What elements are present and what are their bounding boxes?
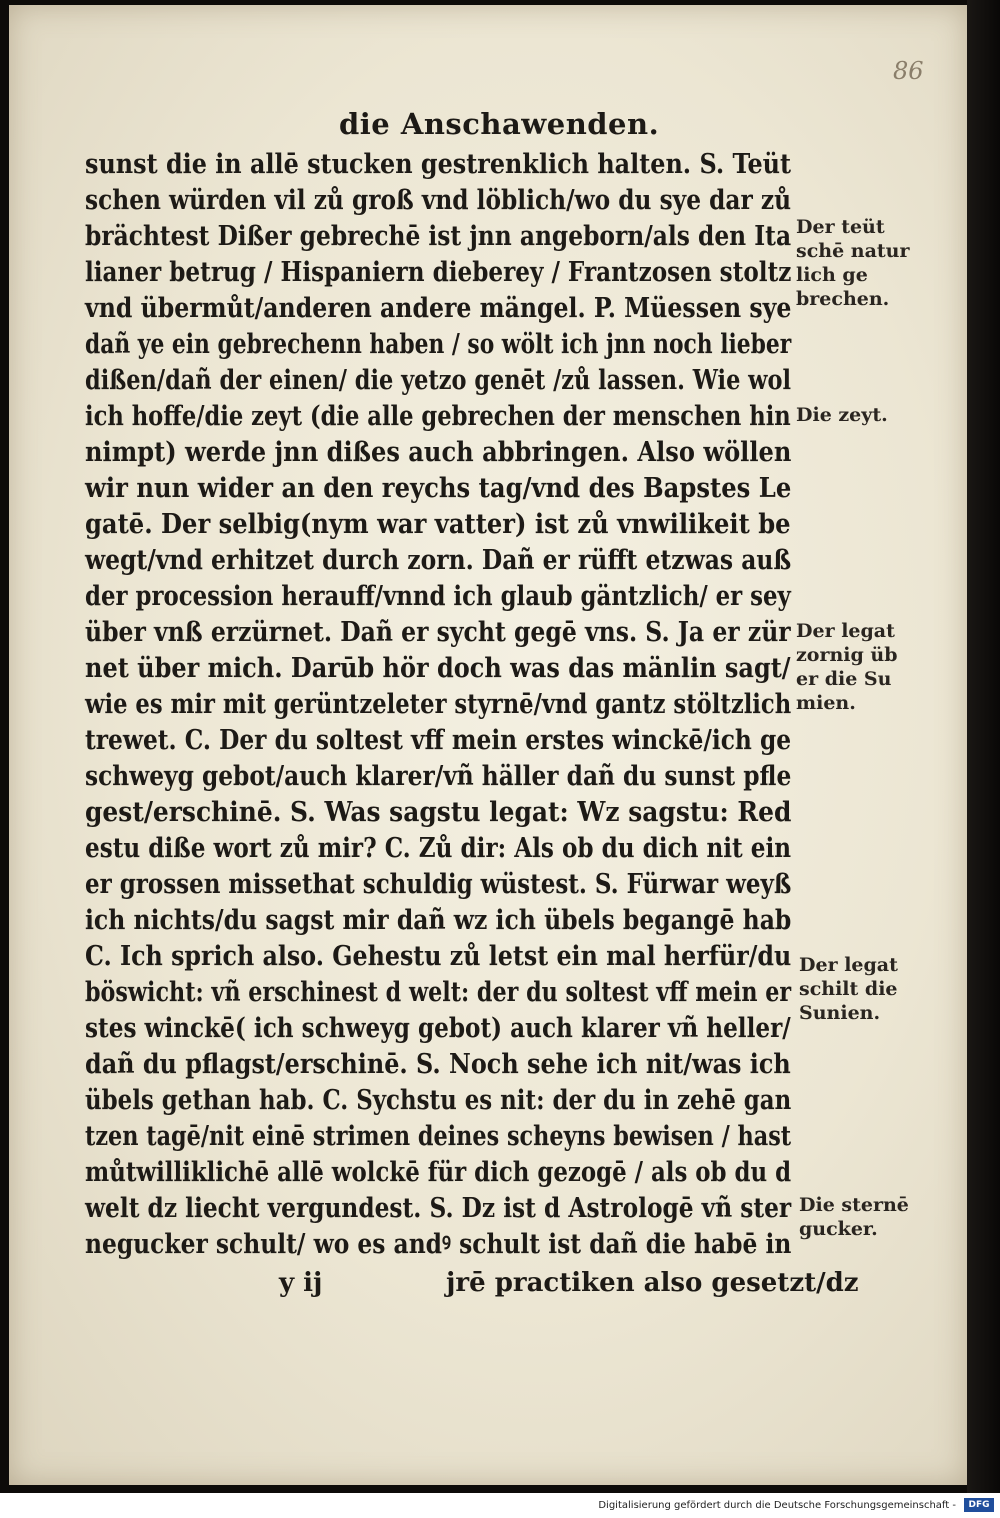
text-line: C. Ich sprich also. Gehestu zů letst ein mal herfür/du <box>85 940 792 972</box>
text-line: ich hoffe/die zeyt (die alle gebrechen der menschen hin <box>85 400 791 432</box>
text-line: schen würden vil zů groß vnd löblich/wo du sye dar zů <box>85 184 791 216</box>
marginal-note-line: brechen. <box>796 288 890 310</box>
text-line: trewet. C. Der du soltest vff mein erstes winckē/ich ge <box>85 724 792 756</box>
text-line: net über mich. Darūb hör doch was das mänlin sagt/ <box>85 652 791 684</box>
text-line: dißen/dañ der einen/ die yetzo genēt /zů lassen. Wie wol <box>85 364 791 396</box>
marginal-note-line: zornig üb <box>796 644 898 666</box>
text-line: gatē. Der selbig(nym war vatter) ist zů vnwilikeit be <box>85 508 791 540</box>
marginal-note-line: lich ge <box>796 264 868 286</box>
signature-mark: y ij <box>279 1268 323 1298</box>
text-line: welt dz liecht vergundest. S. Dz ist d Astrologē vñ ster <box>85 1192 792 1224</box>
text-line: wegt/vnd erhitzet durch zorn. Dañ er rüfft etzwas auß <box>85 544 792 576</box>
book-edge <box>967 0 1000 1493</box>
text-line: stes winckē( ich schweyg gebot) auch klarer vñ heller/ <box>85 1012 791 1044</box>
book-page <box>9 5 967 1485</box>
marginal-note-line: Der legat <box>799 954 898 976</box>
marginal-note-line: Sunien. <box>799 1002 881 1024</box>
text-line: negucker schult/ wo es andꝰ schult ist dañ die habē in <box>85 1228 792 1260</box>
text-line: lianer betrug / Hispaniern dieberey / Frantzosen stoltz <box>85 256 792 288</box>
marginal-note-line: mien. <box>796 692 856 714</box>
text-line: gest/erschinē. S. Was sagstu legat: Wz sagstu: Red <box>85 796 792 828</box>
marginal-note-line: schilt die <box>799 978 898 1000</box>
text-line: sunst die in allē stucken gestrenklich halten. S. Teüt <box>85 148 792 180</box>
marginal-note-line: Die zeyt. <box>796 404 888 426</box>
text-line: dañ du pflagst/erschinē. S. Noch sehe ich nit/was ich <box>85 1048 791 1080</box>
text-line: der procession herauff/vnnd ich glaub gäntzlich/ er sey <box>85 580 791 612</box>
marginal-note-line: schē natur <box>796 240 910 262</box>
text-line: über vnß erzürnet. Dañ er sycht gegē vns. S. Ja er zür <box>85 616 791 648</box>
text-line: ich nichts/du sagst mir dañ wz ich übels begangē hab <box>85 904 792 936</box>
funding-credit: Digitalisierung gefördert durch die Deutsche Forschungsgemeinschaft - <box>598 1500 956 1511</box>
marginal-note-line: Der legat <box>796 620 895 642</box>
footer-bar <box>0 1493 1000 1518</box>
marginal-note-line: er die Su <box>796 668 892 690</box>
text-line: übels gethan hab. C. Sychstu es nit: der du in zehē gan <box>85 1084 792 1116</box>
dfg-logo: DFG <box>964 1498 994 1512</box>
text-line: nimpt) werde jnn dißes auch abbringen. Also wöllen <box>85 436 792 468</box>
text-line: wir nun wider an den reychs tag/vnd des Bapstes Le <box>85 472 792 504</box>
text-line: dañ ye ein gebrechenn haben / so wölt ich jnn noch lieber <box>85 328 792 360</box>
marginal-note-line: Die sternē <box>799 1194 909 1216</box>
text-line: wie es mir mit gerüntzeleter styrnē/vnd gantz stöltzlich <box>85 688 792 720</box>
text-line: er grossen missethat schuldig wüstest. S. Fürwar weyß <box>85 868 792 900</box>
marginal-note-line: Der teüt <box>796 216 885 238</box>
text-line: brächtest Dißer gebrechē ist jnn angeborn/als den Ita <box>85 220 792 252</box>
text-line: můtwilliklichē allē wolckē für dich gezogē / als ob du d <box>85 1156 792 1188</box>
catchword: jrē practiken also gesetzt/dz <box>446 1268 859 1298</box>
text-line: estu diße wort zů mir? C. Zů dir: Als ob du dich nit ein <box>85 832 792 864</box>
text-line: böswicht: vñ erschinest d welt: der du soltest vff mein er <box>85 976 792 1008</box>
folio-number: 86 <box>893 57 924 85</box>
text-line: vnd übermůt/anderen andere mängel. P. Müessen sye <box>85 292 792 324</box>
text-line: tzen tagē/nit einē strimen deines scheyns bewisen / hast <box>85 1120 792 1152</box>
text-line: schweyg gebot/auch klarer/vñ häller dañ du sunst pfle <box>85 760 792 792</box>
running-header: die Anschawenden. <box>339 107 660 141</box>
marginal-note-line: gucker. <box>799 1218 878 1240</box>
